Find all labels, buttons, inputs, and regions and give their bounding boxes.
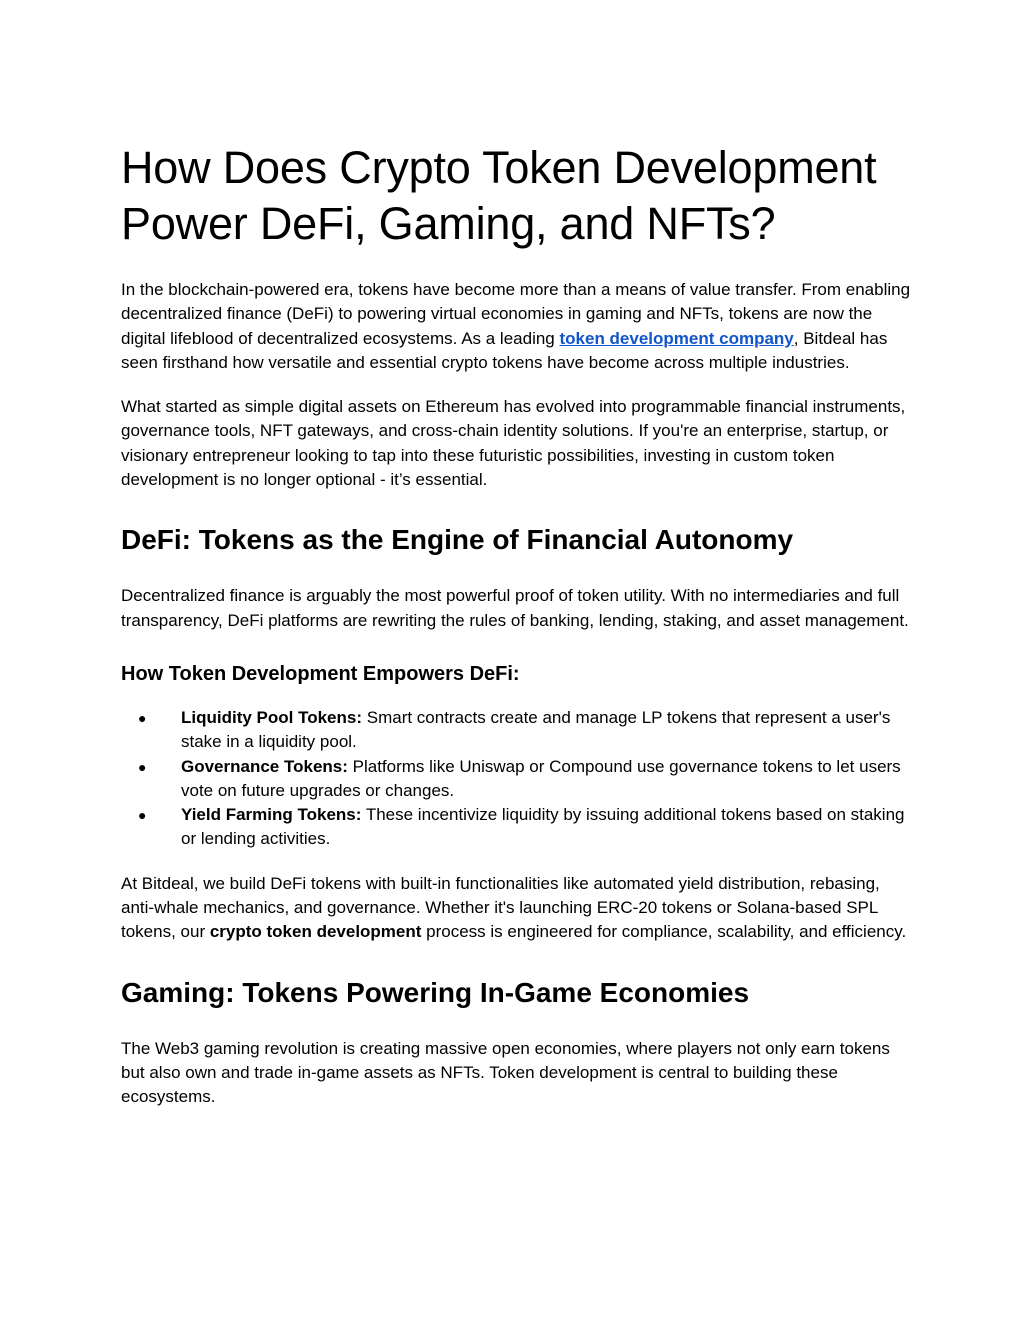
list-item xyxy=(121,755,911,804)
bullet-icon: ● xyxy=(138,758,147,775)
document-page xyxy=(121,140,911,1130)
list-item-label: Governance Tokens: xyxy=(181,756,348,776)
defi-token-list xyxy=(121,706,911,852)
closing-text-start: At Bitdeal, we build DeFi tokens with built-in functionalities like automated yield distribution, rebasing, anti-whale mechanics, and governance. Whether it's launching ERC-20 tokens or Solana-based SPL tokens, our xyxy=(121,873,880,942)
intro-text-start: In the blockchain-powered era, tokens have become more than a means of value transfer. From enabling decentralized finance (DeFi) to powering virtual economies in gaming and NFTs, tokens are now the digital lifeblood of decentralized ecosystems. As a leading xyxy=(121,280,911,348)
gaming-heading: Gaming: Tokens Powering In-Game Economies xyxy=(121,976,750,1008)
evolution-paragraph: What started as simple digital assets on Ethereum has evolved into programmable financial instruments, governance tools, NFT gateways, and cross-chain identity solutions. If you're an enterprise, startup, or visionary entrepreneur looking to tap into these futuristic possibilities, investing in custom token development is no longer optional - it’s essential. xyxy=(121,397,906,490)
token-development-company-link[interactable]: token development company xyxy=(559,328,794,348)
gaming-paragraph: The Web3 gaming revolution is creating massive open economies, where players not only earn tokens but also own and trade in-game assets as NFTs. Token development is central to building these ecosystems. xyxy=(121,1038,890,1107)
defi-closing-paragraph xyxy=(121,872,911,945)
list-item-text: Smart contracts create and manage LP tokens that represent a user's stake in a liquidity pool. xyxy=(181,707,891,752)
list-item xyxy=(121,706,911,755)
defi-heading: DeFi: Tokens as the Engine of Financial Autonomy xyxy=(121,524,794,556)
bullet-icon: ● xyxy=(138,709,147,726)
list-item-text: Platforms like Uniswap or Compound use governance tokens to let users vote on future upgrades or changes. xyxy=(181,756,901,800)
list-item-label: Yield Farming Tokens: xyxy=(181,805,362,825)
closing-text-end: process is engineered for compliance, scalability, and efficiency. xyxy=(421,922,907,942)
defi-paragraph: Decentralized finance is arguably the most powerful proof of token utility. With no intermediaries and full transparency, DeFi platforms are rewriting the rules of banking, lending, staking, and asset management. xyxy=(121,586,909,630)
list-item-text: These incentivize liquidity by issuing additional tokens based on staking or lending activities. xyxy=(181,805,905,849)
defi-subheading: How Token Development Empowers DeFi: xyxy=(121,662,520,685)
list-item xyxy=(121,803,911,852)
closing-bold-phrase: crypto token development xyxy=(209,922,422,942)
intro-paragraph xyxy=(121,278,911,375)
list-item-label: Liquidity Pool Tokens: xyxy=(181,707,363,727)
page-title: How Does Crypto Token Development Power DeFi, Gaming, and NFTs? xyxy=(121,142,877,249)
intro-text-end: , Bitdeal has seen firsthand how versatile and essential crypto tokens have become across multiple industries. xyxy=(121,328,888,372)
bullet-icon: ● xyxy=(138,807,147,824)
